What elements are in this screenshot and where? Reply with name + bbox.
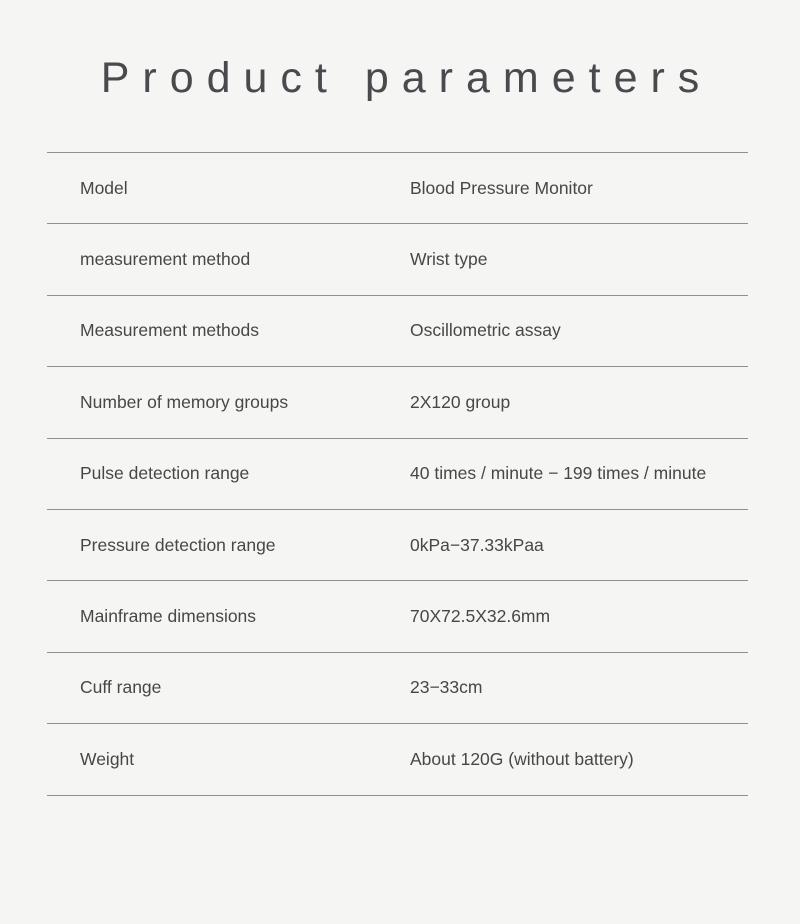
- spec-value: 70X72.5X32.6mm: [410, 606, 551, 627]
- spec-row: [47, 438, 748, 509]
- spec-value: About 120G (without battery): [410, 748, 634, 769]
- spec-label: Weight: [80, 748, 135, 769]
- spec-value: Blood Pressure Monitor: [410, 177, 593, 198]
- spec-label: Mainframe dimensions: [80, 606, 257, 627]
- spec-row: [47, 509, 748, 580]
- spec-value: 23−33cm: [410, 677, 483, 698]
- spec-label: Pressure detection range: [80, 534, 276, 555]
- spec-value: 40 times / minute − 199 times / minute: [410, 463, 707, 484]
- spec-label: measurement method: [80, 249, 251, 270]
- spec-row: [47, 295, 748, 366]
- spec-table: [47, 152, 748, 796]
- spec-label: Number of memory groups: [80, 391, 289, 412]
- spec-value: Wrist type: [410, 249, 488, 270]
- spec-value: 2X120 group: [410, 391, 511, 412]
- spec-label: Measurement methods: [80, 320, 259, 341]
- spec-row: [47, 580, 748, 651]
- wood-table-edge: [0, 916, 800, 924]
- spec-row: [47, 223, 748, 294]
- spec-value: Oscillometric assay: [410, 320, 561, 341]
- spec-row: [47, 366, 748, 437]
- spec-row: [47, 723, 748, 794]
- spec-label: Cuff range: [80, 677, 162, 698]
- page-title: Product parameters: [100, 54, 713, 102]
- spec-value: 0kPa−37.33kPaa: [410, 534, 544, 555]
- spec-label: Model: [80, 177, 128, 198]
- spec-label: Pulse detection range: [80, 463, 250, 484]
- spec-row: [47, 652, 748, 723]
- spec-row: [47, 152, 748, 223]
